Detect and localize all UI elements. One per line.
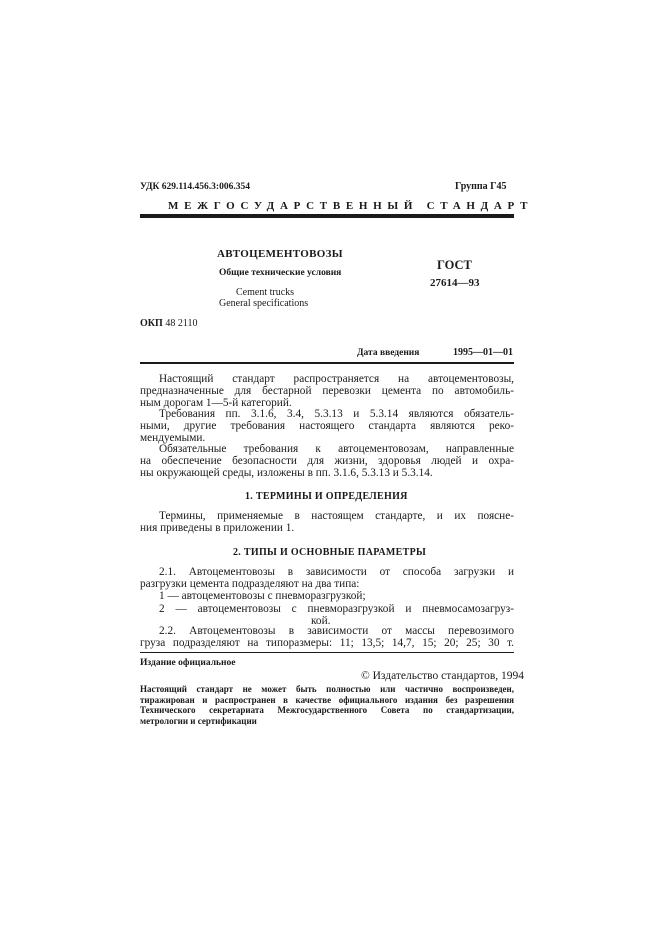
section-2-clause-1	[140, 566, 514, 627]
okp-value: 48 2110	[165, 318, 198, 329]
text-line: предназначенные для бестарной перевозки цемента по автомобиль-	[140, 385, 514, 398]
okp-label: ОКП	[140, 318, 163, 329]
text-line: груза подразделяют на типоразмеры: 11; 13,5; 14,7, 15; 20; 25; 30 т.	[140, 637, 514, 650]
text-line: мендуемыми.	[140, 432, 206, 445]
section-1-paragraph	[140, 510, 514, 534]
type-item-2-continued: кой.	[311, 614, 331, 627]
text-line: 2.1. Автоцементовозы в зависимости от способа загрузки и	[159, 566, 514, 578]
date-divider	[140, 362, 514, 364]
text-line: тиражирован и распространен в качестве официального издания без разрешения	[140, 694, 514, 705]
text-line: Требования пп. 3.1.6, 3.4, 5.3.13 и 5.3.14 являются обязатель-	[159, 408, 514, 420]
type-item-2: 2 — автоцементовозы с пневморазгрузкой и пневмосамозагруз-	[159, 602, 514, 615]
text-line: ны окружающей среды, изложены в пп. 3.1.6, 5.3.13 и 5.3.14.	[140, 467, 433, 480]
text-line: метрологии и сертификации	[140, 715, 257, 726]
gost-label: ГОСТ	[437, 258, 472, 272]
intro-paragraph-3	[140, 443, 514, 480]
udk-code: УДК 629.114.456.3:006.354	[140, 182, 250, 192]
interstate-standard-banner: МЕЖГОСУДАРСТВЕННЫЙ СТАНДАРТ	[168, 200, 534, 212]
group-code: Группа Г45	[455, 181, 507, 192]
reproduction-notice	[140, 684, 514, 726]
section-1-heading: 1. ТЕРМИНЫ И ОПРЕДЕЛЕНИЯ	[245, 491, 408, 502]
text-line: Термины, применяемые в настоящем стандарте, и их поясне-	[159, 510, 514, 522]
date-introduction-label: Дата введения	[357, 348, 420, 358]
date-introduction-value: 1995—01—01	[453, 347, 513, 358]
intro-paragraph-1	[140, 373, 514, 410]
section-2-clause-2	[140, 625, 514, 649]
intro-paragraph-2	[140, 408, 514, 445]
gost-number: 27614—93	[430, 277, 480, 289]
text-line: ными, другие требования настоящего стандарта являются реко-	[140, 420, 514, 433]
okp-code	[140, 318, 197, 329]
standard-title: АВТОЦЕМЕНТОВОЗЫ	[217, 248, 343, 260]
text-line: разгрузки цемента подразделяют на два типа:	[140, 578, 360, 591]
standard-title-en: Cement trucks	[236, 287, 295, 298]
text-line: Настоящий стандарт распространяется на автоцементовозы,	[159, 373, 514, 385]
section-2-heading: 2. ТИПЫ И ОСНОВНЫЕ ПАРАМЕТРЫ	[233, 547, 427, 558]
standard-subtitle: Общие технические условия	[219, 268, 342, 278]
official-edition-label: Издание официальное	[140, 658, 236, 668]
text-line: на обеспечение безопасности для жизни, здоровья людей и охра-	[140, 455, 514, 468]
type-item-1: 1 — автоцементовозы с пневморазгрузкой;	[159, 590, 366, 603]
text-line: ния приведены в приложении 1.	[140, 522, 295, 535]
text-line: Настоящий стандарт не может быть полностью или частично воспроизведен,	[140, 684, 514, 694]
text-line: Технического секретариата Межгосударственного Совета по стандартизации,	[140, 705, 514, 715]
footer-divider	[140, 652, 514, 653]
text-line: ным дорогам 1—5-й категорий.	[140, 397, 292, 410]
text-line: Обязательные требования к автоцементовозам, направленные	[159, 443, 514, 455]
copyright-notice: © Издательство стандартов, 1994	[361, 670, 525, 682]
header-divider	[140, 214, 514, 218]
text-line: 2.2. Автоцементовозы в зависимости от массы перевозимого	[159, 625, 514, 637]
standard-subtitle-en: General specifications	[219, 298, 309, 309]
